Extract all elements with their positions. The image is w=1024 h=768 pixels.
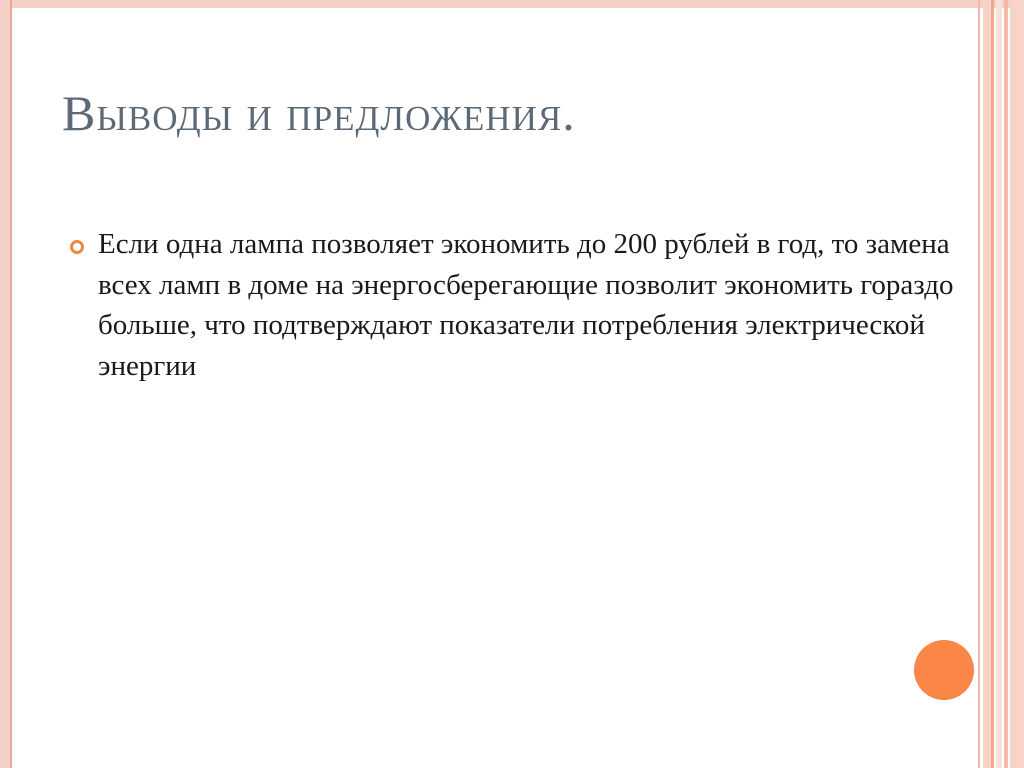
right-stripe [983, 0, 991, 768]
right-stripe [1010, 0, 1024, 768]
right-stripe [996, 0, 1002, 768]
frame-top-border [0, 0, 1024, 8]
right-stripe [991, 0, 994, 768]
slide-title: Выводы и предложения. [62, 85, 576, 141]
frame-left-border [0, 0, 10, 768]
frame-left-line [10, 0, 12, 768]
right-stripe [1004, 0, 1008, 768]
orange-circle-decoration [914, 640, 974, 700]
right-stripe [978, 0, 980, 768]
bullet-ring-icon [70, 240, 84, 254]
bullet-text: Если одна лампа позволяет экономить до 200 рублей в год, то замена всех ламп в доме на энергосберегающие позволит экономить гораздо больше, что подтверждают показатели потребления электрической энергии [98, 228, 954, 382]
